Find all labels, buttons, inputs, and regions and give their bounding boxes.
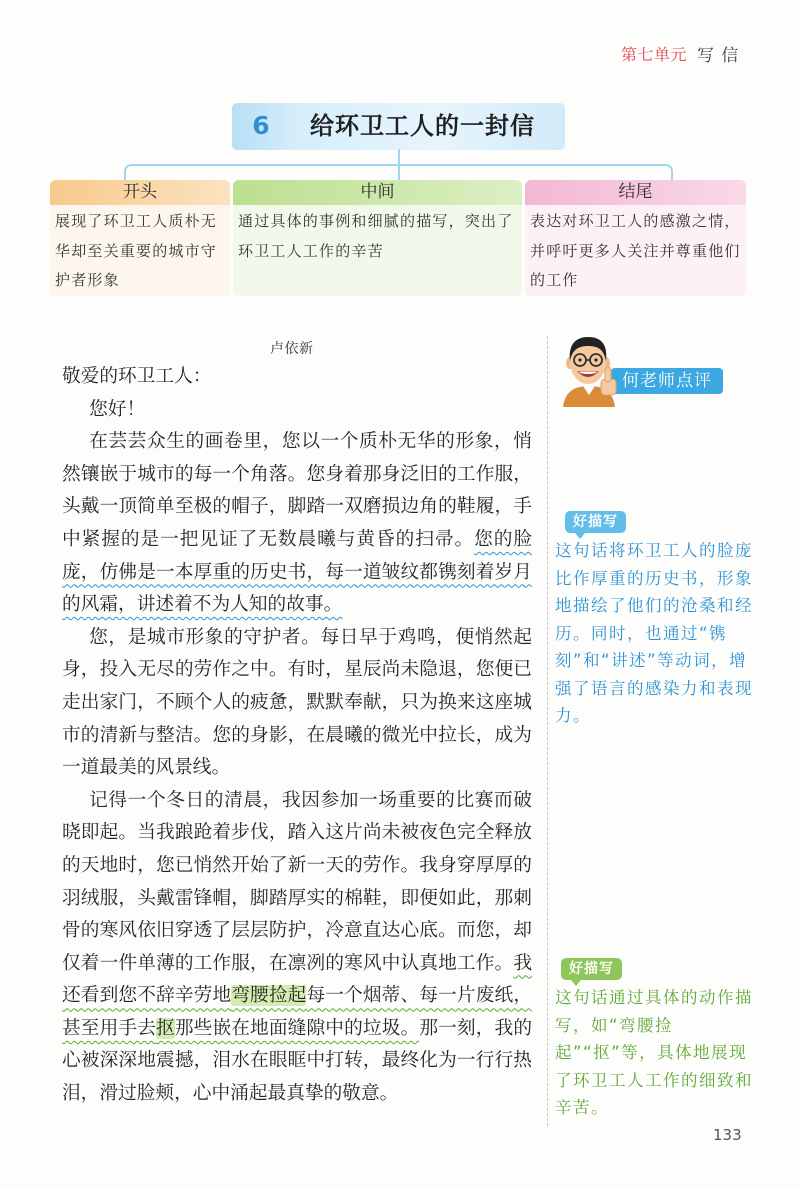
letter-greeting: 您好！ — [89, 398, 146, 420]
unit-label: 第七单元 — [621, 45, 688, 64]
topic-label: 写 信 — [697, 46, 740, 66]
paragraph-1-text: 在芸芸众生的画卷里，您以一个质朴无华的形象，悄然镶嵌于城市的每一个角落。您身着那身泛旧的工作服，头戴一顶简单至极的帽子，脚踏一双磨损边角的鞋履，手中紧握的是一把见证了无数晨曦与黄昏的扫帚。 — [62, 431, 532, 550]
sidebar-divider — [547, 336, 548, 1126]
author-name: 卢依新 — [270, 341, 314, 357]
structure-connector — [0, 149, 800, 181]
comment-text-2: 这句话通过具体的动作描写，如“弯腰捡起”“抠”等，具体地展现了环卫工人工作的细致和辛苦。 — [555, 988, 753, 1117]
letter-salutation: 敬爱的环卫工人： — [62, 366, 212, 387]
structure-text-opening: 展现了环卫工人质朴无华却至关重要的城市守护者形象 — [50, 205, 230, 296]
letter-paragraph-1 — [62, 426, 532, 622]
lesson-title: 给环卫工人的一封信 — [310, 112, 535, 140]
comment-tag-2: 好描写 — [561, 958, 622, 980]
letter-paragraph-2: 您，是城市形象的守护者。每日早于鸡鸣，便悄然起身，投入无尽的劳作之中。有时，星辰尚未隐退，您便已走出家门，不顾个人的疲惫，默默奉献，只为换来这座城市的清新与整洁。您的身影，在晨曦的微光中拉长，成为一道最美的风景线。 — [62, 626, 532, 779]
comment-tag-1: 好描写 — [565, 511, 626, 533]
letter-body — [62, 361, 532, 1111]
paragraph-3-text-after: 那一刻，我的心被深深地震撼，泪水在眼眶中打转，最终化为一行行热泪，滑过脸颊，心中涌起最真挚的敬意。 — [62, 1017, 533, 1105]
highlight-action-1: 弯腰捡起 — [231, 985, 307, 1007]
teacher-avatar — [559, 331, 621, 407]
lesson-title-banner — [232, 103, 565, 150]
underlined-part-2: 每一个烟蒂、每一片废纸，甚至用手去 — [62, 985, 533, 1039]
lesson-number: 6 — [252, 111, 270, 140]
structure-box-opening — [50, 180, 230, 296]
letter-paragraph-3 — [62, 785, 532, 1111]
structure-label-ending: 结尾 — [525, 180, 746, 205]
paragraph-3-text-before: 记得一个冬日的清晨，我因参加一场重要的比赛而破晓即起。当我踉跄着步伐，踏入这片尚未被夜色完全释放的天地时，您已悄然开始了新一天的劳作。我身穿厚厚的羽绒服，头戴雷锋帽，脚踏厚实的棉鞋，即便如此，那刺骨的寒风依旧穿透了层层防护，冷意直达心底。而您，却仅着一件单薄的工作服，在凛冽的寒风中认真地工作。 — [62, 789, 532, 974]
underlined-part-3: 那些嵌在地面缝隙中的垃圾。 — [174, 1017, 420, 1039]
comment-text-1: 这句话将环卫工人的脸庞比作厚重的历史书，形象地描绘了他们的沧桑和经历。同时，也通过“镌刻”和“讲述”等动词，增强了语言的感染力和表现力。 — [555, 541, 753, 725]
highlight-action-2: 抠 — [156, 1017, 175, 1039]
paragraph-1-underlined-sentence: 您的脸庞，仿佛是一本厚重的历史书，每一道皱纹都镌刻着岁月的风霜，讲述着不为人知的故事。 — [62, 528, 533, 616]
underlined-part-1: 我还看到您不辞辛劳地 — [62, 952, 532, 1007]
structure-box-middle — [233, 180, 522, 296]
structure-box-ending — [525, 180, 746, 296]
teacher-review-badge: 何老师点评 — [611, 368, 723, 394]
structure-text-middle: 通过具体的事例和细腻的描写，突出了环卫工人工作的辛苦 — [233, 205, 522, 296]
page-number: 133 — [713, 1126, 742, 1144]
structure-text-ending: 表达对环卫工人的感激之情，并呼吁更多人关注并尊重他们的工作 — [525, 205, 746, 296]
structure-label-opening: 开头 — [50, 180, 230, 205]
structure-label-middle: 中间 — [233, 180, 522, 205]
